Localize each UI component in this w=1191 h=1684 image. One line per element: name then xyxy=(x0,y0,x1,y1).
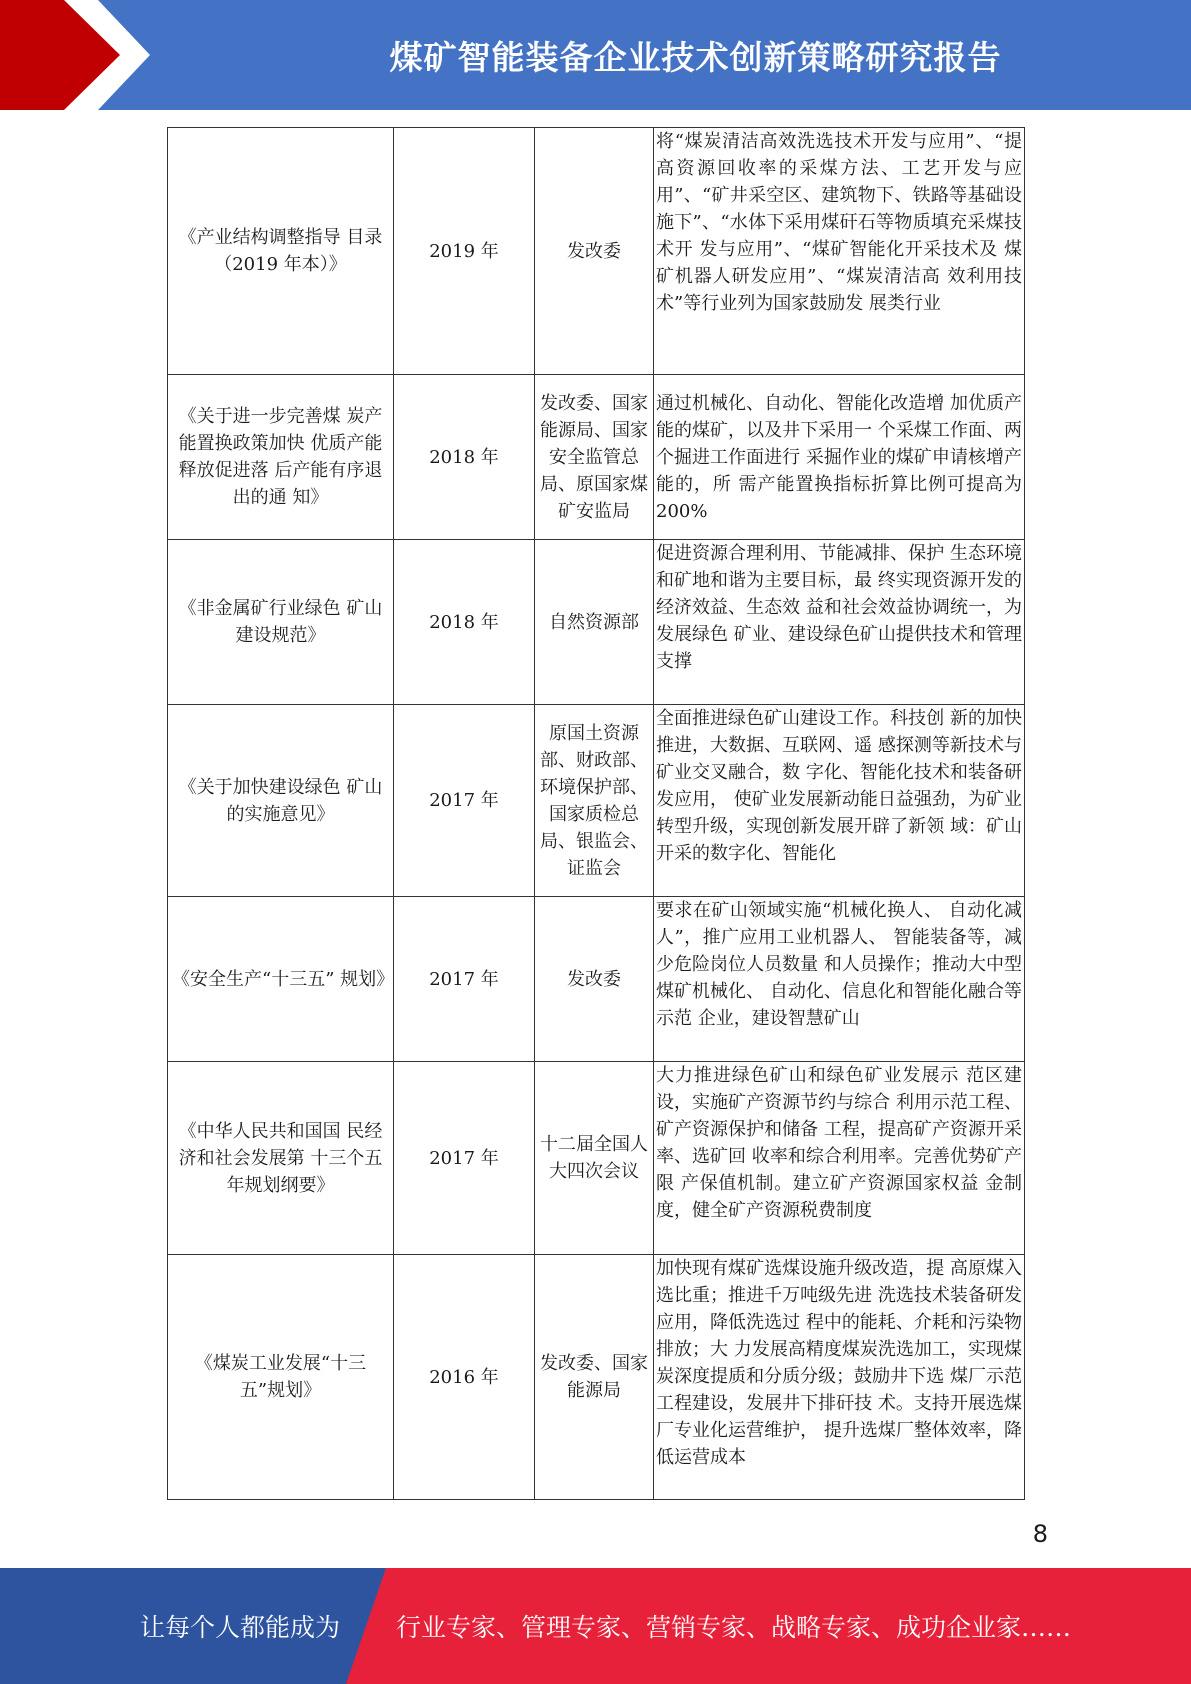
table-row xyxy=(168,705,1025,897)
table-row xyxy=(168,897,1025,1062)
table-row xyxy=(168,1062,1025,1255)
policy-name-cell: 《中华人民共和国国 民经济和社会发展第 十三个五年规划纲要》 xyxy=(168,1062,394,1255)
policy-desc-cell: 将“煤炭清洁高效洗选技术开发与应用”、“提高资源回收率的采煤方法、工艺开发与应用”、“矿井采空区、建筑物下、铁路等基础设施下”、“水体下采用煤矸石等物质填充采煤技术开 发与应用”、“煤矿智能化开采技术及 煤矿机器人研发应用”、“煤炭清洁高 效利用技术”等行业列为国家鼓励发 展类行业 xyxy=(654,128,1025,375)
policy-dept-cell: 自然资源部 xyxy=(535,540,654,705)
footer-banner xyxy=(0,1568,1191,1684)
policy-dept-cell: 原国土资源部、财政部、环境保护部、国家质检总局、银监会、证监会 xyxy=(535,705,654,897)
policy-desc-cell: 大力推进绿色矿山和绿色矿业发展示 范区建设，实施矿产资源节约与综合 利用示范工程、矿产资源保护和储备 工程，提高矿产资源开采率、选矿回 收率和综合利用率。完善优势矿产限 产保值机制。建立矿产资源国家权益 金制度，健全矿产资源税费制度 xyxy=(654,1062,1025,1255)
policy-desc-cell: 要求在矿山领域实施“机械化换人、 自动化减人”，推广应用工业机器人、 智能装备等，减少危险岗位人员数量 和人员操作；推动大中型煤矿机械化、 自动化、信息化和智能化融合等示范 企业，建设智慧矿山 xyxy=(654,897,1025,1062)
policy-desc-cell: 通过机械化、自动化、智能化改造增 加优质产能的煤矿，以及井下采用一 个采煤工作面、两个掘进工作面进行 采掘作业的煤矿申请核增产能的，所 需产能置换指标折算比例可提高为 200% xyxy=(654,375,1025,540)
table-row xyxy=(168,375,1025,540)
table-row xyxy=(168,128,1025,375)
policy-table xyxy=(167,127,1025,1500)
policy-dept-cell: 发改委、国家能源局 xyxy=(535,1255,654,1500)
page-number: 8 xyxy=(1032,1520,1048,1548)
policy-desc-cell: 促进资源合理利用、节能减排、保护 生态环境和矿地和谐为主要目标，最 终实现资源开发的经济效益、生态效 益和社会效益协调统一，为发展绿色 矿业、建设绿色矿山提供技术和管理 支撑 xyxy=(654,540,1025,705)
policy-year-cell: 2018 年 xyxy=(394,540,535,705)
table-row xyxy=(168,1255,1025,1500)
policy-year-cell: 2017 年 xyxy=(394,897,535,1062)
policy-dept-cell: 发改委、国家能源局、国家安全监管总局、原国家煤矿安监局 xyxy=(535,375,654,540)
policy-year-cell: 2018 年 xyxy=(394,375,535,540)
policy-year-cell: 2017 年 xyxy=(394,705,535,897)
policy-dept-cell: 发改委 xyxy=(535,897,654,1062)
policy-dept-cell: 十二届全国人大四次会议 xyxy=(535,1062,654,1255)
policy-name-cell: 《关于加快建设绿色 矿山的实施意见》 xyxy=(168,705,394,897)
policy-name-cell: 《安全生产“十三五” 规划》 xyxy=(168,897,394,1062)
policy-name-cell: 《关于进一步完善煤 炭产能置换政策加快 优质产能释放促进落 后产能有序退出的通 知》 xyxy=(168,375,394,540)
footer-slogan-left: 让每个人都能成为 xyxy=(140,1613,341,1642)
table-row xyxy=(168,540,1025,705)
policy-desc-cell: 加快现有煤矿选煤设施升级改造，提 高原煤入选比重；推进千万吨级先进 洗选技术装备研发应用，降低洗选过 程中的能耗、介耗和污染物排放；大 力发展高精度煤炭洗选加工，实现煤 炭深度提质和分质分级；鼓励井下选 煤厂示范工程建设，发展井下排矸技 术。支持开展选煤厂专业化运营维护， 提升选煤厂整体效率，降低运营成本 xyxy=(654,1255,1025,1500)
footer-slogan-right: 行业专家、管理专家、营销专家、战略专家、成功企业家…… xyxy=(396,1613,1072,1642)
policy-year-cell: 2019 年 xyxy=(394,128,535,375)
policy-name-cell: 《产业结构调整指导 目录（2019 年本）》 xyxy=(168,128,394,375)
policy-year-cell: 2017 年 xyxy=(394,1062,535,1255)
policy-name-cell: 《煤炭工业发展“十三 五”规划》 xyxy=(168,1255,394,1500)
header-bar xyxy=(0,0,1191,110)
policy-name-cell: 《非金属矿行业绿色 矿山建设规范》 xyxy=(168,540,394,705)
policy-desc-cell: 全面推进绿色矿山建设工作。科技创 新的加快推进，大数据、互联网、遥 感探测等新技术与矿业交叉融合，数 字化、智能化技术和装备研发应用， 使矿业发展新动能日益强劲，为矿业 转型升级，实现创新发展开辟了新领 域：矿山开采的数字化、智能化 xyxy=(654,705,1025,897)
policy-dept-cell: 发改委 xyxy=(535,128,654,375)
header-arrow-accent xyxy=(0,0,150,110)
document-title: 煤矿智能装备企业技术创新策略研究报告 xyxy=(389,37,1002,77)
policy-year-cell: 2016 年 xyxy=(394,1255,535,1500)
